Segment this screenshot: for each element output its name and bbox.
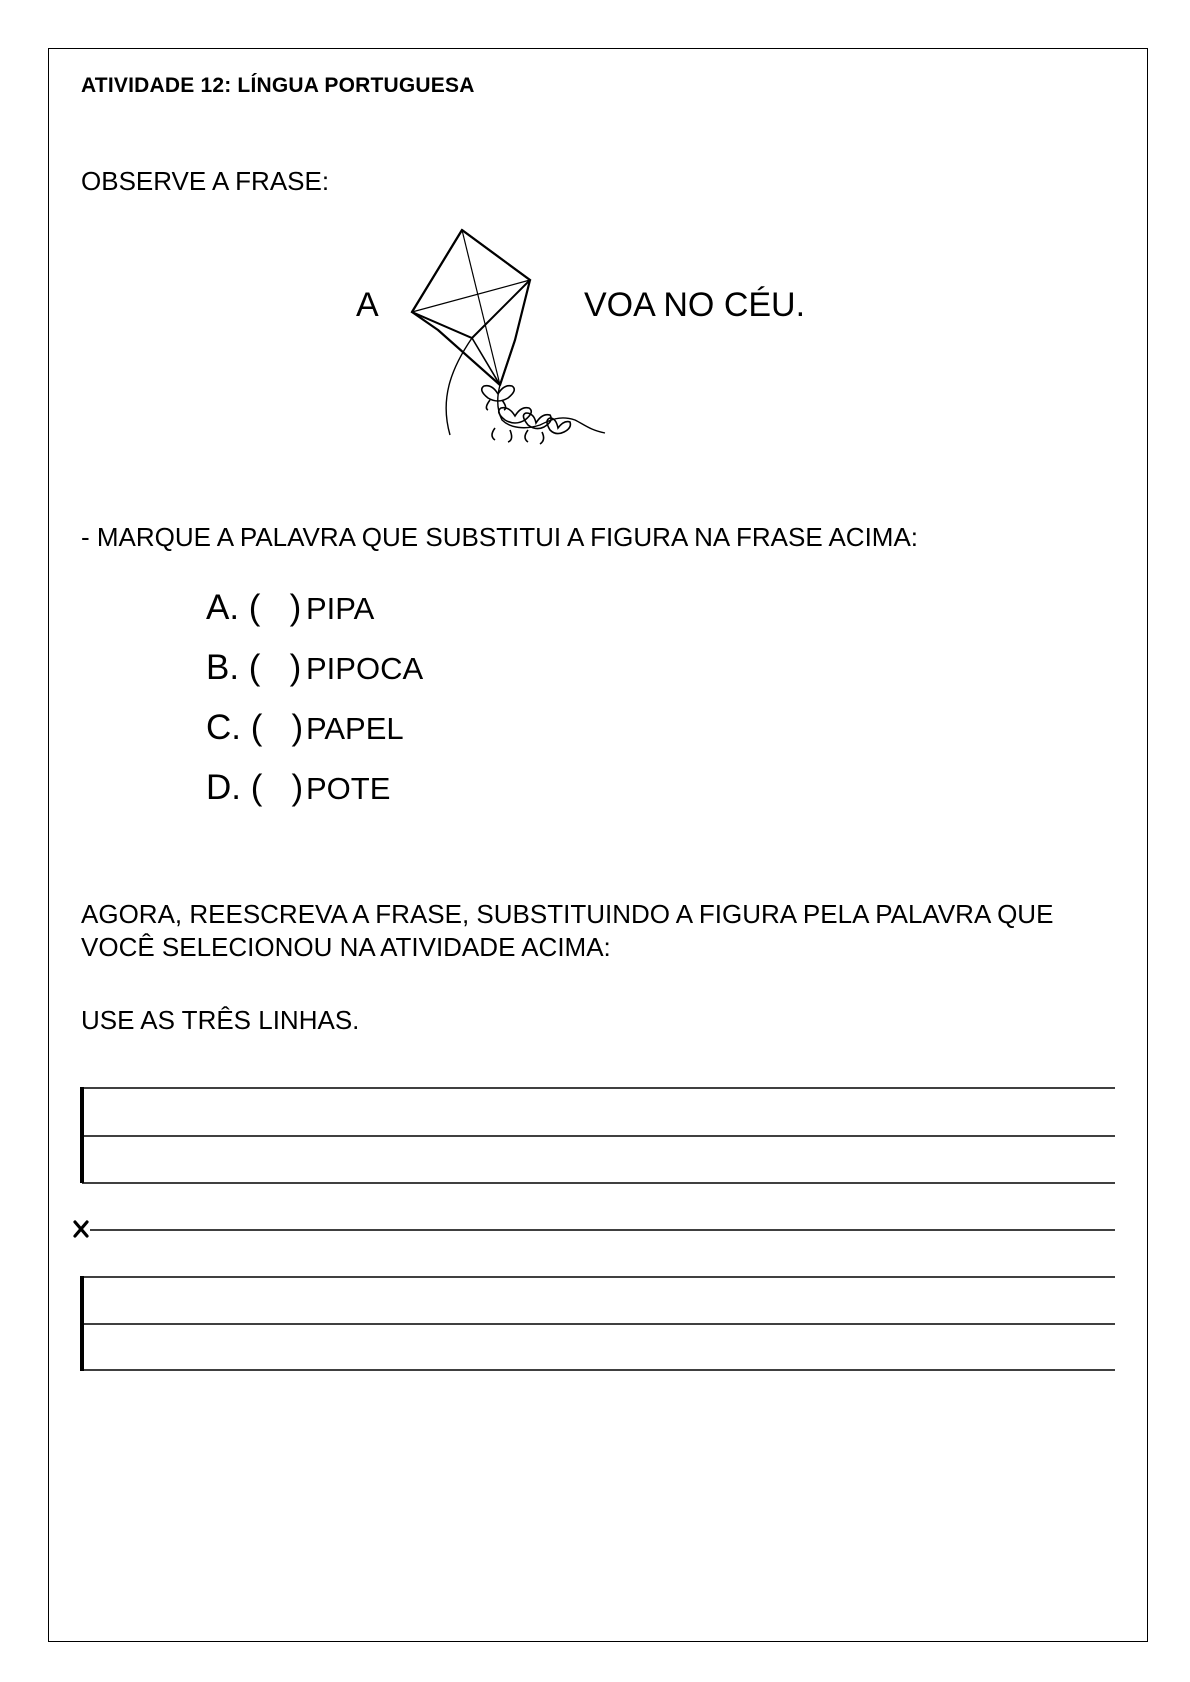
x-mark-icon	[75, 1222, 87, 1236]
observe-label: OBSERVE A FRASE:	[81, 166, 330, 196]
option-label: POTE	[306, 771, 391, 806]
instruction-text: - MARQUE A PALAVRA QUE SUBSTITUI A FIGURA NA FRASE ACIMA:	[81, 522, 919, 552]
sentence-end: VOA NO CÉU.	[584, 286, 806, 324]
option-c[interactable]	[206, 708, 423, 768]
option-d[interactable]	[206, 768, 423, 828]
option-checkbox[interactable]: B. ( )	[206, 648, 302, 687]
options-list	[206, 588, 423, 828]
option-checkbox[interactable]: D. ( )	[206, 768, 304, 807]
option-a[interactable]	[206, 588, 423, 648]
option-label: PIPOCA	[306, 651, 424, 686]
option-checkbox[interactable]: C. ( )	[206, 708, 304, 747]
option-checkbox[interactable]: A. ( )	[206, 588, 302, 627]
option-b[interactable]	[206, 648, 423, 708]
use-lines-label: USE AS TRÊS LINHAS.	[81, 1005, 360, 1035]
option-label: PAPEL	[306, 711, 404, 746]
option-label: PIPA	[306, 591, 375, 626]
page-title: ATIVIDADE 12: LÍNGUA PORTUGUESA	[81, 74, 475, 97]
kite-icon	[400, 220, 630, 490]
sentence-start: A	[356, 286, 379, 324]
writing-lines[interactable]	[70, 1080, 1120, 1400]
rewrite-instruction: AGORA, REESCREVA A FRASE, SUBSTITUINDO A FIGURA PELA PALAVRA QUE VOCÊ SELECIONOU NA ATIVIDADE ACIMA:	[81, 899, 1054, 962]
